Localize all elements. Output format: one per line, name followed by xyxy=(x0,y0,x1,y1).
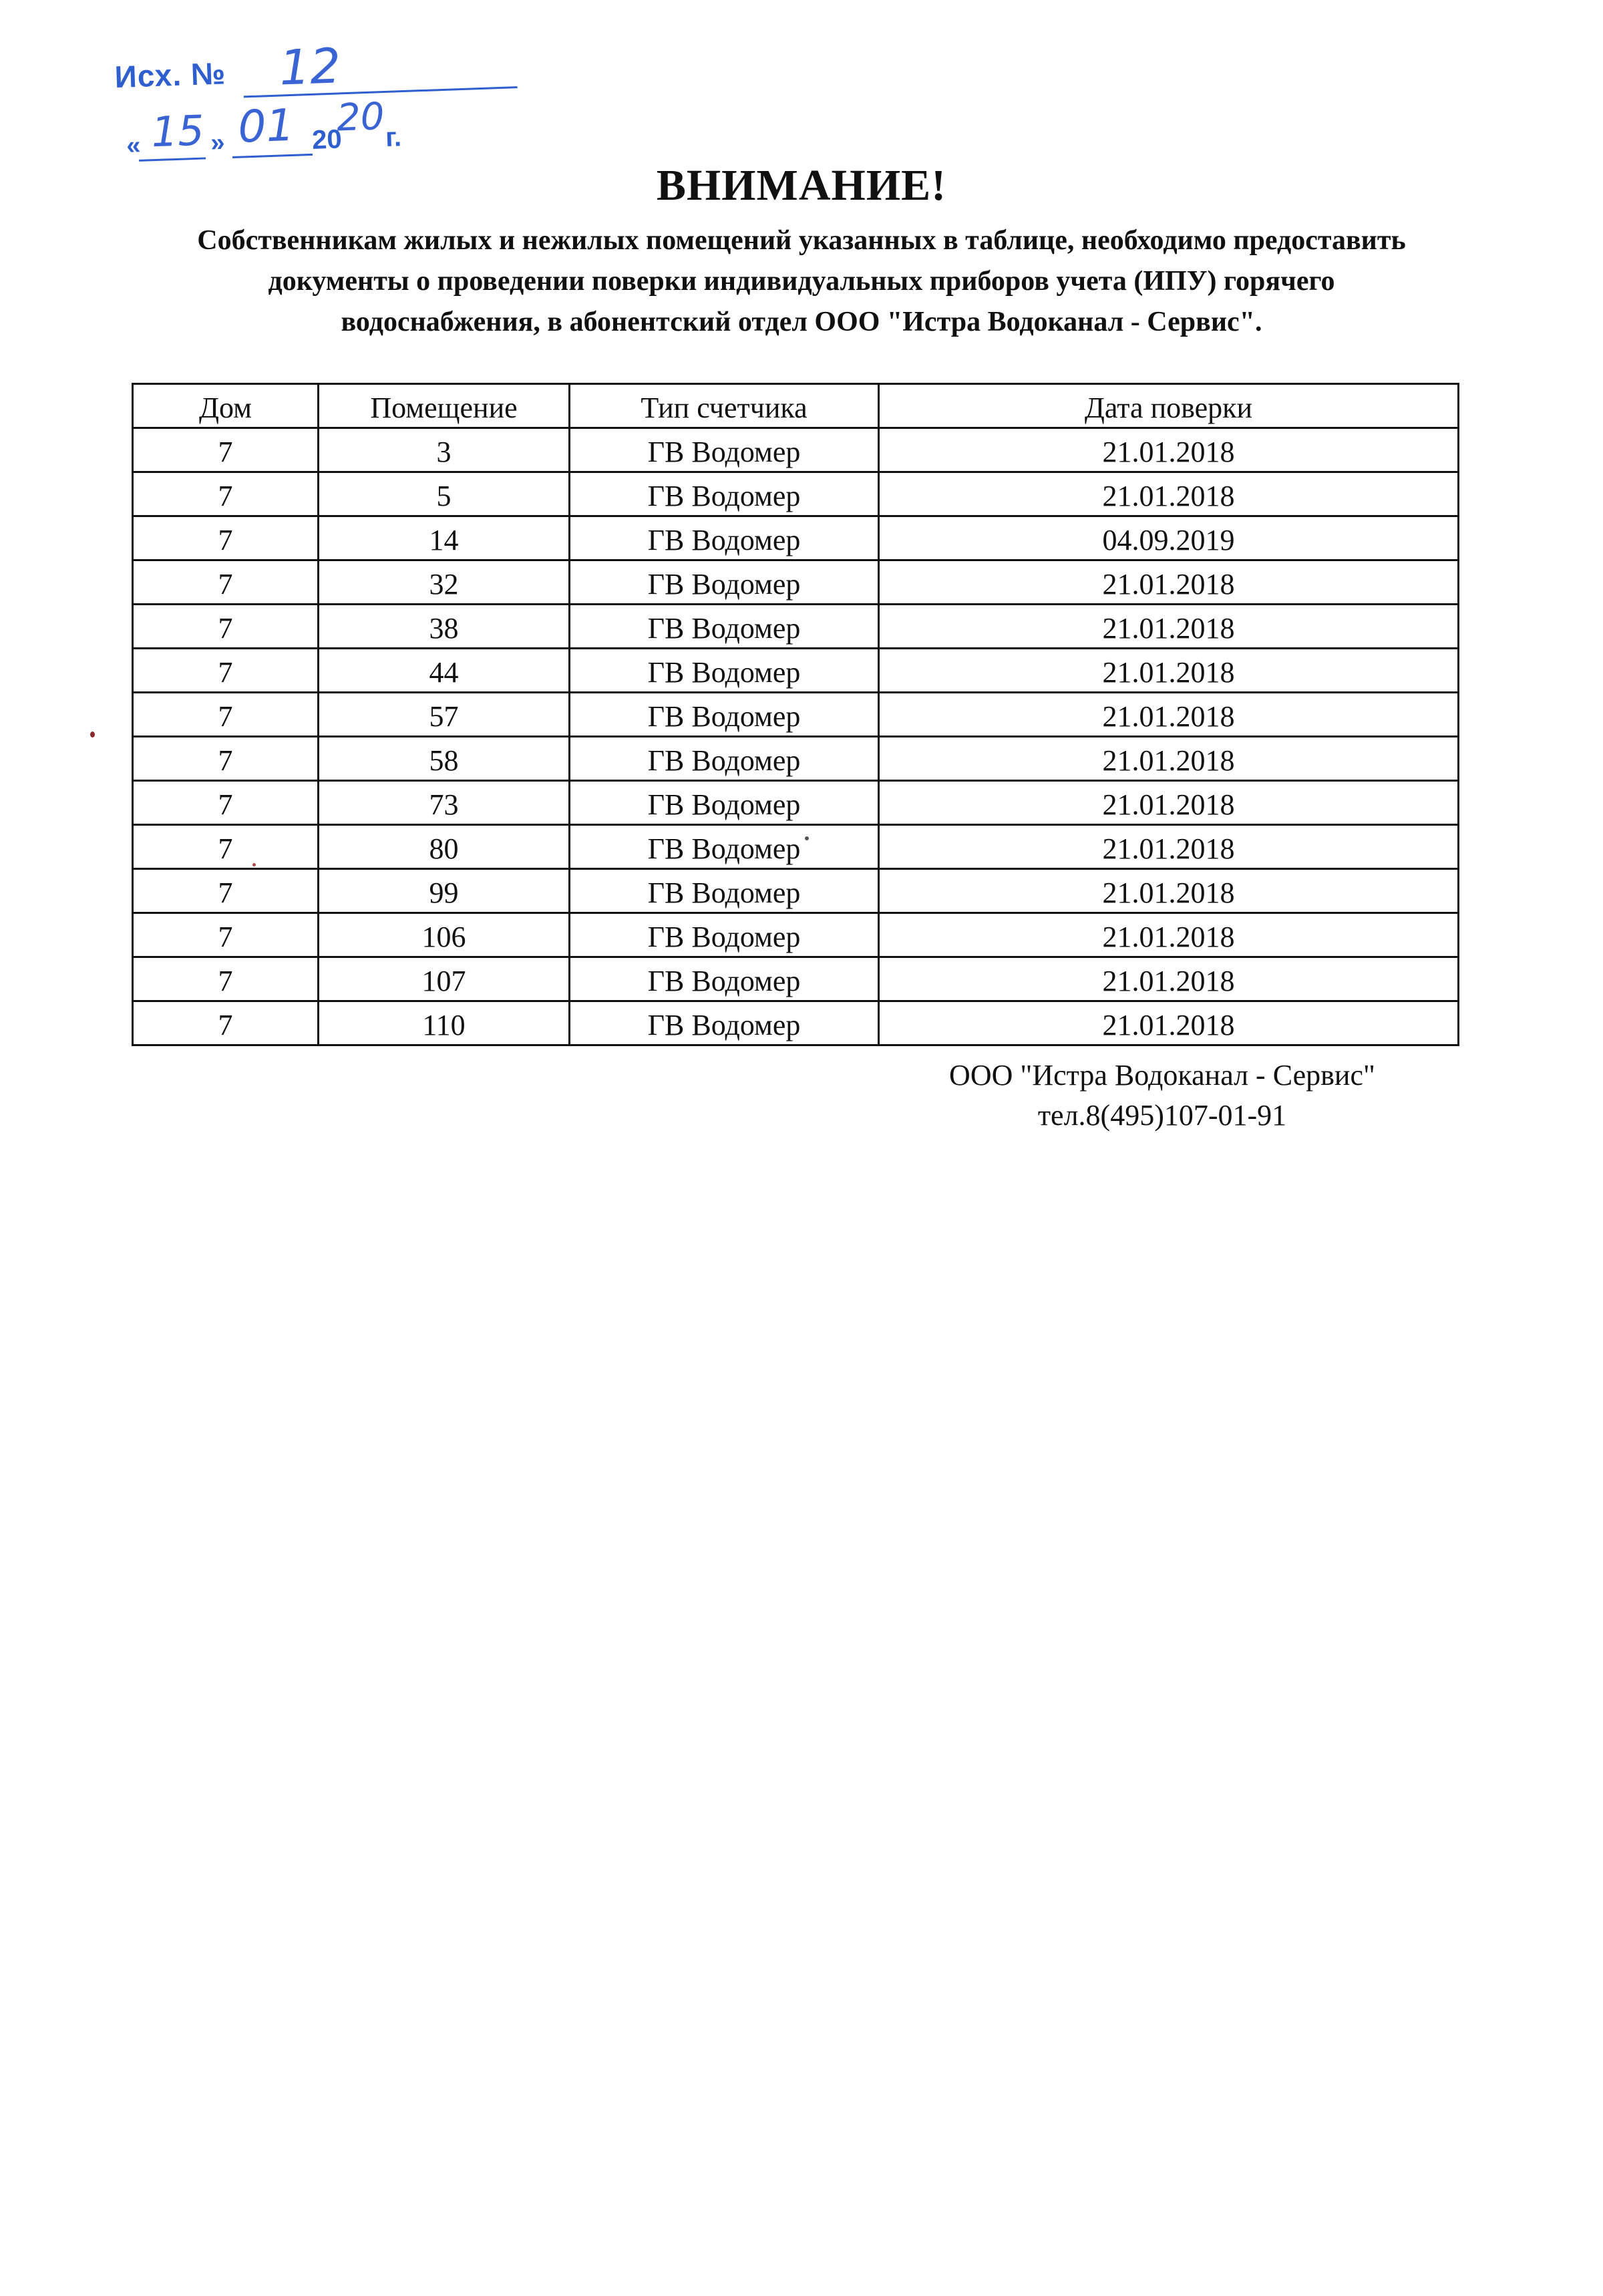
footer-signature-block xyxy=(895,1055,1429,1136)
table-row xyxy=(133,913,1459,957)
cell-house: 7 xyxy=(133,560,319,605)
cell-meter-type: ГВ Водомер xyxy=(570,913,879,957)
cell-meter-type: ГВ Водомер xyxy=(570,560,879,605)
cell-premises: 14 xyxy=(319,516,570,560)
table-row xyxy=(133,428,1459,472)
cell-premises: 99 xyxy=(319,869,570,913)
cell-verification-date: 21.01.2018 xyxy=(879,428,1459,472)
cell-meter-type: ГВ Водомер xyxy=(570,693,879,737)
stamp-year-prefix: 20 xyxy=(311,124,343,155)
cell-verification-date: 21.01.2018 xyxy=(879,1001,1459,1045)
table-row xyxy=(133,1001,1459,1045)
cell-premises: 5 xyxy=(319,472,570,516)
table-row xyxy=(133,605,1459,649)
cell-house: 7 xyxy=(133,737,319,781)
cell-house: 7 xyxy=(133,428,319,472)
cell-house: 7 xyxy=(133,869,319,913)
cell-meter-type: ГВ Водомер xyxy=(570,605,879,649)
stamp-quote-close: » xyxy=(210,128,226,158)
table-row xyxy=(133,825,1459,869)
stamp-handwritten-number: 12 xyxy=(278,37,342,96)
stamp-quote-open: « xyxy=(126,131,142,160)
cell-house: 7 xyxy=(133,605,319,649)
scan-speck xyxy=(252,863,256,866)
stamp-label: Исх. № xyxy=(114,55,227,95)
stamp-handwritten-day: 15 xyxy=(150,106,205,157)
header-meter-type: Тип счетчика xyxy=(570,384,879,428)
outgoing-number-stamp xyxy=(108,35,433,163)
cell-premises: 32 xyxy=(319,560,570,605)
stamp-handwritten-month: 01 xyxy=(237,99,295,153)
cell-premises: 107 xyxy=(319,957,570,1001)
scan-speck xyxy=(805,836,809,840)
cell-house: 7 xyxy=(133,1001,319,1045)
cell-premises: 80 xyxy=(319,825,570,869)
meter-verification-table xyxy=(132,383,1459,1046)
stamp-year-mark: г. xyxy=(385,122,402,153)
cell-premises: 106 xyxy=(319,913,570,957)
cell-verification-date: 21.01.2018 xyxy=(879,605,1459,649)
cell-verification-date: 21.01.2018 xyxy=(879,781,1459,825)
cell-verification-date: 21.01.2018 xyxy=(879,957,1459,1001)
table-row xyxy=(133,957,1459,1001)
cell-house: 7 xyxy=(133,693,319,737)
cell-meter-type: ГВ Водомер xyxy=(570,957,879,1001)
cell-house: 7 xyxy=(133,913,319,957)
cell-premises: 38 xyxy=(319,605,570,649)
header-premises: Помещение xyxy=(319,384,570,428)
cell-house: 7 xyxy=(133,825,319,869)
cell-meter-type: ГВ Водомер xyxy=(570,428,879,472)
cell-house: 7 xyxy=(133,957,319,1001)
cell-verification-date: 21.01.2018 xyxy=(879,649,1459,693)
stamp-handwritten-year: 20 xyxy=(335,95,385,140)
scan-speck xyxy=(90,731,95,737)
cell-meter-type: ГВ Водомер xyxy=(570,869,879,913)
cell-premises: 110 xyxy=(319,1001,570,1045)
table-row xyxy=(133,781,1459,825)
page-title: ВНИМАНИЕ! xyxy=(656,161,947,210)
footer-phone: тел.8(495)107-01-91 xyxy=(1037,1099,1287,1132)
cell-premises: 44 xyxy=(319,649,570,693)
cell-verification-date: 21.01.2018 xyxy=(879,869,1459,913)
footer-organization: ООО "Истра Водоканал - Сервис" xyxy=(949,1059,1375,1092)
cell-house: 7 xyxy=(133,472,319,516)
intro-paragraph: Собственникам жилых и нежилых помещений указанных в таблице, необходимо предоставить документы о проведении поверки индивидуальных приборов учета (ИПУ) горячего водоснабжения, в абонентский отдел ООО "Истра Водоканал - Сервис". xyxy=(197,225,1406,337)
cell-house: 7 xyxy=(133,516,319,560)
cell-meter-type: ГВ Водомер xyxy=(570,737,879,781)
cell-verification-date: 21.01.2018 xyxy=(879,693,1459,737)
header-verification-date: Дата поверки xyxy=(879,384,1459,428)
cell-meter-type: ГВ Водомер xyxy=(570,781,879,825)
table-row xyxy=(133,737,1459,781)
cell-premises: 73 xyxy=(319,781,570,825)
table-row xyxy=(133,649,1459,693)
table-row xyxy=(133,869,1459,913)
cell-meter-type: ГВ Водомер xyxy=(570,1001,879,1045)
cell-meter-type: ГВ Водомер xyxy=(570,825,879,869)
cell-meter-type: ГВ Водомер xyxy=(570,649,879,693)
cell-verification-date: 21.01.2018 xyxy=(879,737,1459,781)
cell-verification-date: 21.01.2018 xyxy=(879,472,1459,516)
cell-premises: 3 xyxy=(319,428,570,472)
cell-meter-type: ГВ Водомер xyxy=(570,472,879,516)
cell-premises: 58 xyxy=(319,737,570,781)
table-row xyxy=(133,693,1459,737)
cell-premises: 57 xyxy=(319,693,570,737)
cell-house: 7 xyxy=(133,781,319,825)
cell-verification-date: 21.01.2018 xyxy=(879,913,1459,957)
table-row xyxy=(133,516,1459,560)
cell-verification-date: 21.01.2018 xyxy=(879,560,1459,605)
table-row xyxy=(133,560,1459,605)
cell-verification-date: 04.09.2019 xyxy=(879,516,1459,560)
table-header-row xyxy=(133,384,1459,428)
stamp-month-underline xyxy=(232,154,313,158)
cell-meter-type: ГВ Водомер xyxy=(570,516,879,560)
cell-verification-date: 21.01.2018 xyxy=(879,825,1459,869)
table-row xyxy=(133,472,1459,516)
header-house: Дом xyxy=(133,384,319,428)
cell-house: 7 xyxy=(133,649,319,693)
